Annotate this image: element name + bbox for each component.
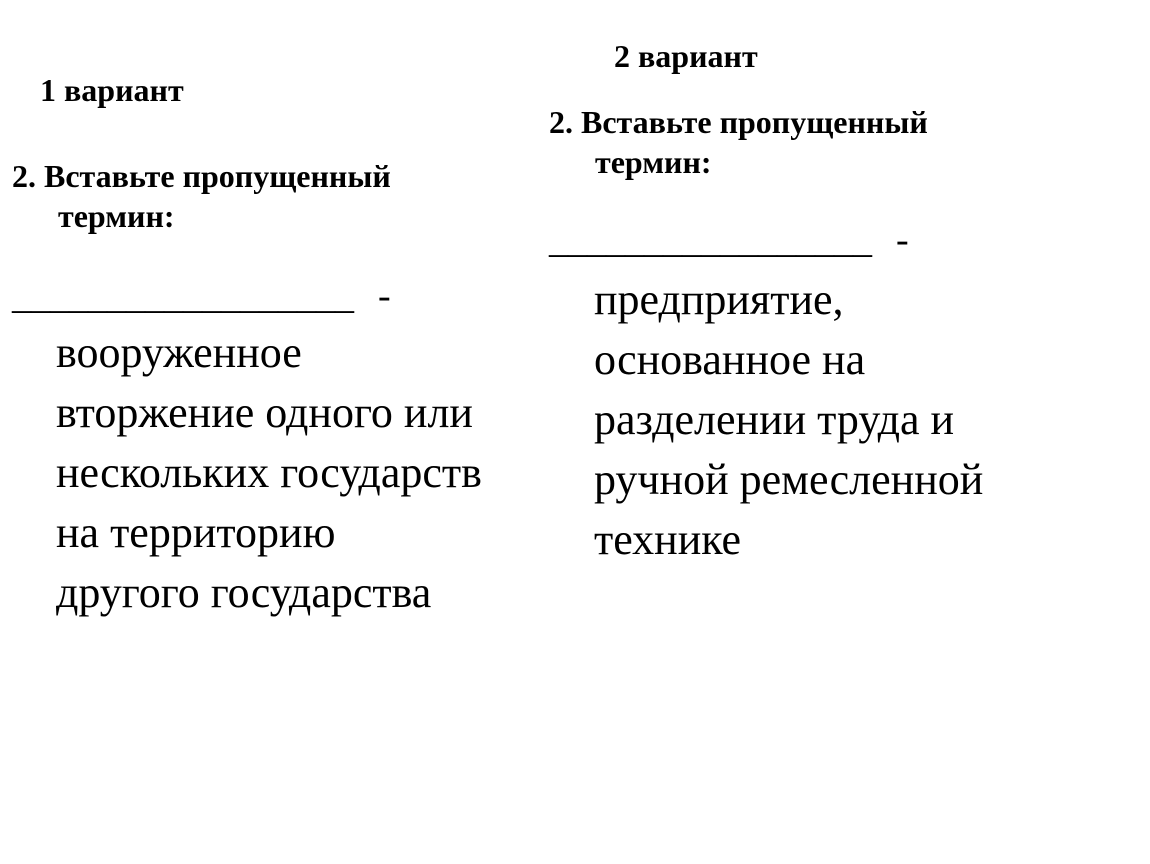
variant-1-definition-line: вооруженное (56, 328, 302, 377)
variant-2-task (549, 102, 928, 182)
variant-2-task-line-2: термин: (595, 144, 712, 180)
variant-1-task-line-1: 2. Вставьте пропущенный (12, 158, 391, 194)
variant-2-definition (594, 270, 983, 570)
variant-1-answer-blank: __________________ (12, 275, 354, 317)
variant-1-dash: - (378, 275, 391, 317)
variant-1-heading: 1 вариант (40, 72, 184, 108)
variant-2-dash: - (896, 219, 909, 261)
variant-1-task (12, 156, 391, 236)
variant-1-definition-line: нескольких государств (56, 448, 482, 497)
variant-2-task-line-1: 2. Вставьте пропущенный (549, 104, 928, 140)
variant-2-definition-line: технике (594, 515, 742, 564)
variant-1-definition (56, 323, 482, 623)
variant-1-definition-line: на территорию (56, 508, 336, 557)
variant-2-definition-line: основанное на (594, 335, 866, 384)
variant-1-definition-line: другого государства (56, 568, 432, 617)
variant-2-definition-line: ручной ремесленной (594, 455, 984, 504)
variant-2-answer-blank-row (549, 220, 909, 260)
variant-2-heading: 2 вариант (614, 38, 758, 74)
variant-2-definition-line: предприятие, (594, 275, 844, 324)
variant-1-definition-line: вторжение одного или (56, 388, 473, 437)
variant-1-task-line-2: термин: (58, 198, 175, 234)
variant-2-answer-blank: _________________ (549, 219, 872, 261)
variant-2-definition-line: разделении труда и (594, 395, 955, 444)
variant-1-answer-blank-row (12, 276, 391, 316)
